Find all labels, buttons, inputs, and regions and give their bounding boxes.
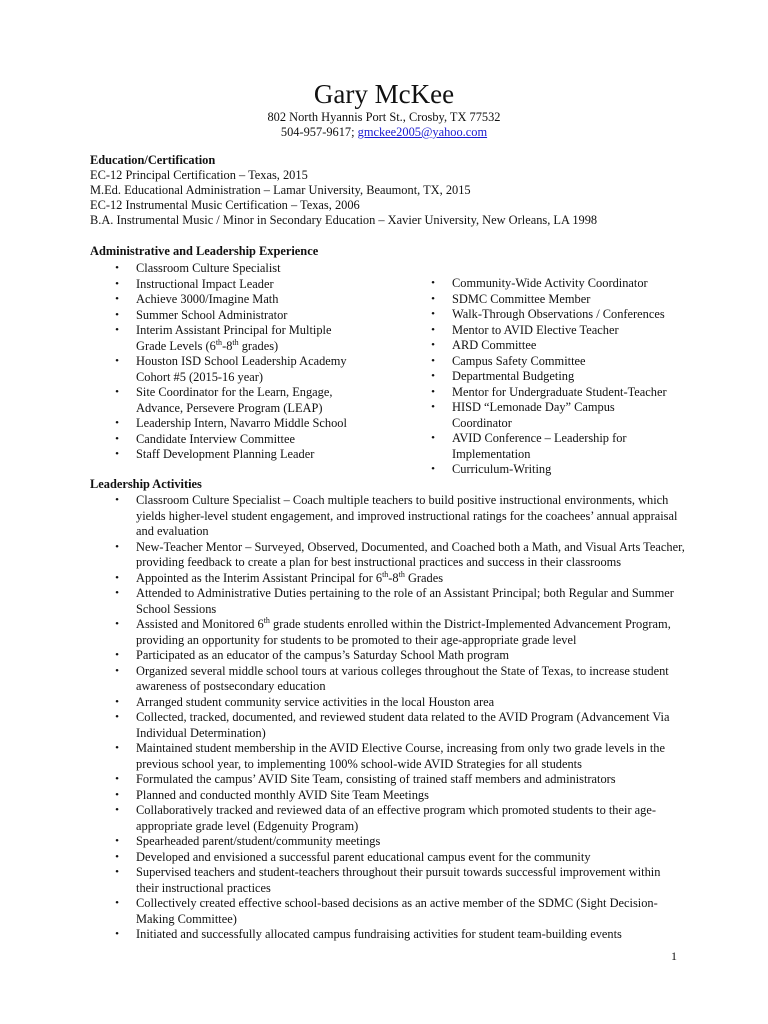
education-heading: Education/Certification: [90, 153, 216, 167]
list-item: • Houston ISD School Leadership Academy Cohort #5 (2015-16 year): [110, 354, 410, 385]
list-item: • Summer School Administrator: [110, 308, 410, 324]
phone: 504-957-9617;: [280, 125, 355, 139]
list-item: • Interim Assistant Principal for Multiple Grade Levels (6th-8th grades): [110, 323, 410, 354]
list-item: • Classroom Culture Specialist – Coach multiple teachers to build positive instructional environments, which yields higher-level student engagement, and improved instructional ratings for the coachees’ annual appraisal and evaluation: [110, 493, 685, 540]
list-item: • Departmental Budgeting: [426, 369, 696, 385]
resume-name: Gary McKee: [313, 79, 455, 109]
list-item: • AVID Conference – Leadership for Implementation: [426, 431, 696, 462]
list-item: • Candidate Interview Committee: [110, 432, 410, 448]
list-item: • Developed and envisioned a successful parent educational campus event for the community: [110, 850, 685, 866]
list-item: • ARD Committee: [426, 338, 696, 354]
list-item: • Formulated the campus’ AVID Site Team, consisting of trained staff members and administrators: [110, 772, 685, 788]
list-item: • Participated as an educator of the campus’s Saturday School Math program: [110, 648, 685, 664]
list-item: • Collectively created effective school-based decisions as an active member of the SDMC (Sight Decision-Making Committee): [110, 896, 685, 927]
education-line: M.Ed. Educational Administration – Lamar University, Beaumont, TX, 2015: [90, 183, 471, 197]
experience-list-right: [426, 276, 696, 478]
experience-heading: Administrative and Leadership Experience: [90, 244, 319, 258]
list-item: • Planned and conducted monthly AVID Site Team Meetings: [110, 788, 685, 804]
list-item: • Staff Development Planning Leader: [110, 447, 410, 463]
list-item: • Community-Wide Activity Coordinator: [426, 276, 696, 292]
list-item: • Campus Safety Committee: [426, 354, 696, 370]
list-item: • Walk-Through Observations / Conferences: [426, 307, 696, 323]
list-item: • Curriculum-Writing: [426, 462, 696, 478]
list-item: • Site Coordinator for the Learn, Engage, Advance, Persevere Program (LEAP): [110, 385, 410, 416]
page-number: 1: [671, 949, 677, 963]
list-item: • Assisted and Monitored 6th grade students enrolled within the District-Implemented Advancement Program, providing an opportunity for students to be promoted to their age-appropriate grade level: [110, 617, 685, 648]
education-line: EC-12 Principal Certification – Texas, 2015: [90, 168, 308, 182]
list-item: • Initiated and successfully allocated campus fundraising activities for student team-building events: [110, 927, 685, 943]
list-item: • Spearheaded parent/student/community meetings: [110, 834, 685, 850]
list-item: • Collected, tracked, documented, and reviewed student data related to the AVID Program (Advancement Via Individual Determination): [110, 710, 685, 741]
list-item: • Appointed as the Interim Assistant Principal for 6th-8th Grades: [110, 571, 685, 587]
list-item: • New-Teacher Mentor – Surveyed, Observed, Documented, and Coached both a Math, and Visual Arts Teacher, providing feedback to create a plan for best instructional practices and success in their classrooms: [110, 540, 685, 571]
address: 802 North Hyannis Port St., Crosby, TX 77532: [267, 110, 501, 124]
activities-heading: Leadership Activities: [90, 477, 202, 491]
education-line: EC-12 Instrumental Music Certification – Texas, 2006: [90, 198, 360, 212]
list-item: • SDMC Committee Member: [426, 292, 696, 308]
experience-list-left: [110, 261, 410, 463]
list-item: • Leadership Intern, Navarro Middle School: [110, 416, 410, 432]
list-item: • HISD “Lemonade Day” Campus Coordinator: [426, 400, 696, 431]
list-item: • Supervised teachers and student-teachers throughout their pursuit towards successful improvement within their instructional practices: [110, 865, 685, 896]
list-item: • Maintained student membership in the AVID Elective Course, increasing from only two grade levels in the previous school year, to implementing 100% school-wide AVID Strategies for all students: [110, 741, 685, 772]
education-line: B.A. Instrumental Music / Minor in Secondary Education – Xavier University, New Orleans, LA 1998: [90, 213, 598, 227]
list-item: • Classroom Culture Specialist: [110, 261, 410, 277]
list-item: • Arranged student community service activities in the local Houston area: [110, 695, 685, 711]
activities-list: [110, 493, 685, 943]
list-item: • Achieve 3000/Imagine Math: [110, 292, 410, 308]
list-item: • Mentor to AVID Elective Teacher: [426, 323, 696, 339]
list-item: • Attended to Administrative Duties pertaining to the role of an Assistant Principal; both Regular and Summer School Sessions: [110, 586, 685, 617]
list-item: • Organized several middle school tours at various colleges throughout the State of Texas, to increase student awareness of postsecondary education: [110, 664, 685, 695]
email-link[interactable]: gmckee2005@yahoo.com: [357, 125, 488, 139]
list-item: • Collaboratively tracked and reviewed data of an effective program which promoted students to their age-appropriate grade level (Edgenuity Program): [110, 803, 685, 834]
list-item: • Instructional Impact Leader: [110, 277, 410, 293]
contact-line: [0, 125, 768, 140]
list-item: • Mentor for Undergraduate Student-Teacher: [426, 385, 696, 401]
